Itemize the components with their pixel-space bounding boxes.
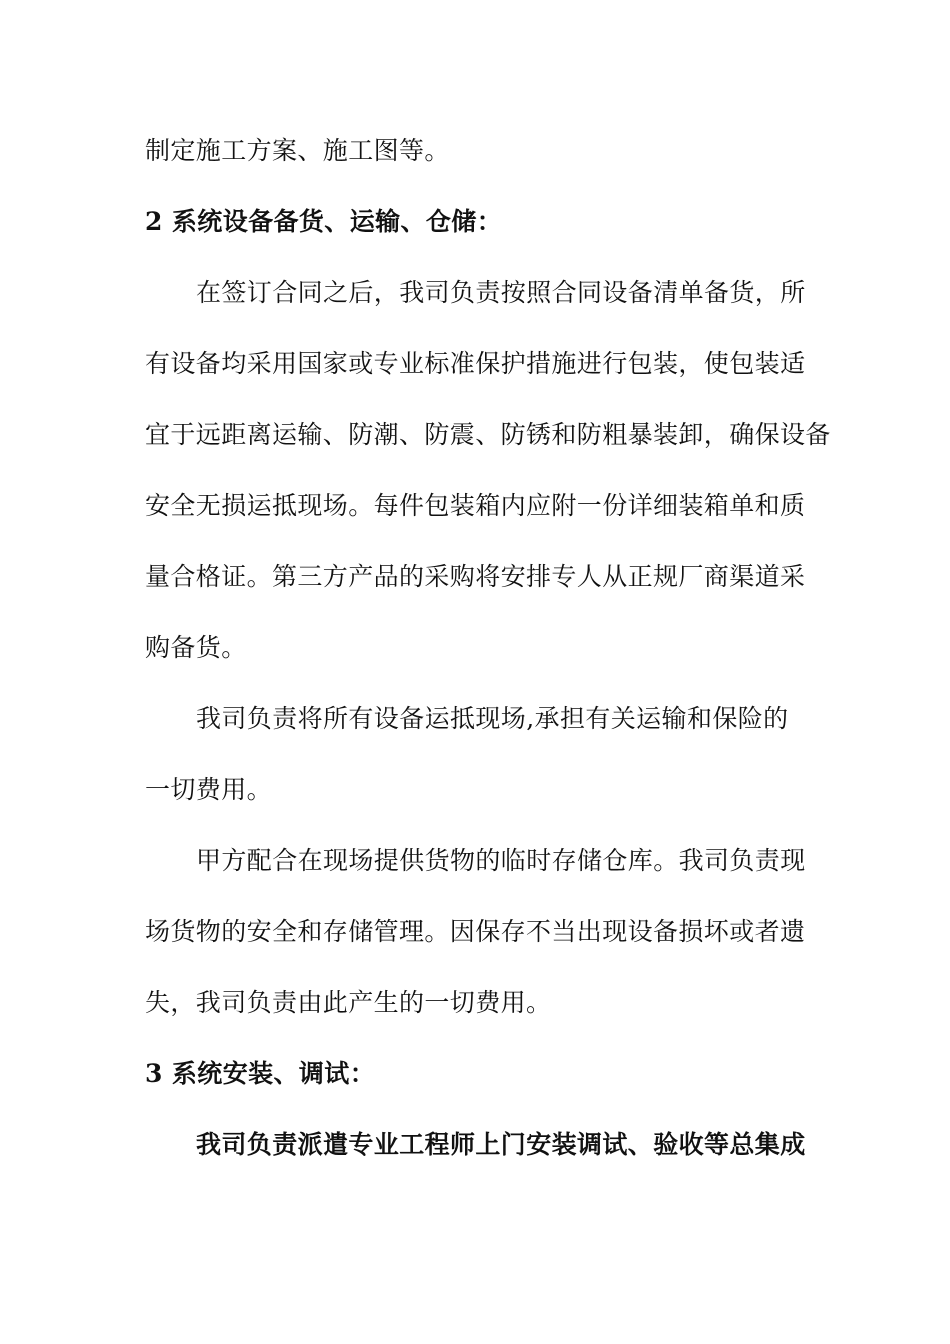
paragraph-line: 有设备均采用国家或专业标准保护措施进行包装，使包装适 [145,349,806,378]
paragraph-line: 宜于远距离运输、防潮、防震、防锈和防粗暴装卸，确保设备 [145,420,831,449]
paragraph-line: 失，我司负责由此产生的一切费用。 [145,988,552,1017]
paragraph-line: 安全无损运抵现场。每件包装箱内应附一份详细装箱单和质 [145,491,806,520]
paragraph-line: 甲方配合在现场提供货物的临时存储仓库。我司负责现 [196,846,806,875]
paragraph-line: 在签订合同之后，我司负责按照合同设备清单备货，所 [196,278,806,307]
paragraph-line: 我司负责派遣专业工程师上门安装调试、验收等总集成 [196,1130,806,1159]
paragraph-line: 我司负责将所有设备运抵现场,承担有关运输和保险的 [196,704,789,733]
section-heading-3: 3 系统安装、调试： [145,1059,376,1088]
paragraph-line: 量合格证。第三方产品的采购将安排专人从正规厂商渠道采 [145,562,806,591]
section-heading-2: 2 系统设备备货、运输、仓储： [145,207,503,236]
paragraph-line: 购备货。 [145,633,247,662]
paragraph-line: 一切费用。 [145,775,273,804]
paragraph-line: 场货物的安全和存储管理。因保存不当出现设备损坏或者遗 [145,917,806,946]
paragraph-line: 制定施工方案、施工图等。 [145,136,450,165]
